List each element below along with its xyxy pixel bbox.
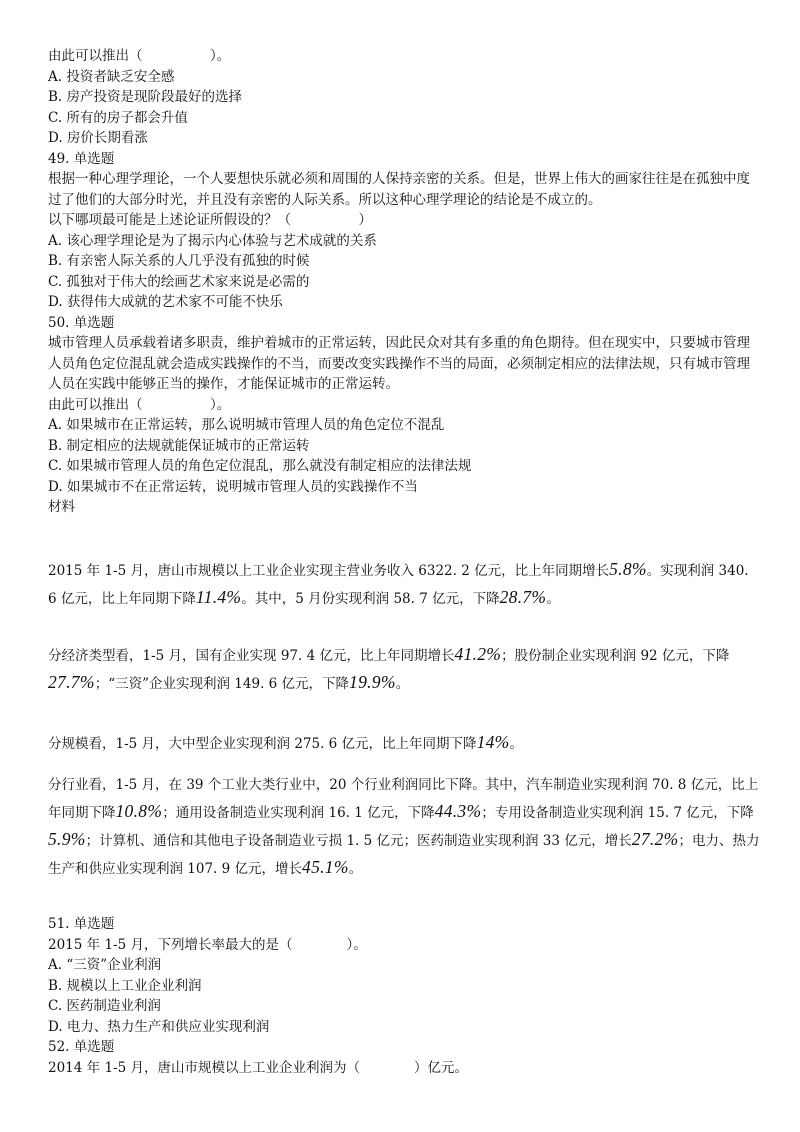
material-label: 材料	[48, 499, 75, 515]
question-type-51: 51. 单选题	[48, 916, 115, 932]
question-passage-49: 根据一种心理学理论，一个人要想快乐就必须和周围的人保持亲密的关系。但是，世界上伟大的画家往往是在孤独中度过了他们的大部分时光，并且没有亲密的人际关系。所以这种心理学理论的结论是不成立的。	[48, 171, 750, 208]
growth-rate-value: 5.8%	[609, 559, 647, 579]
option-a: A. 投资者缺乏安全感	[48, 68, 175, 85]
option-a: A. 该心理学理论是为了揭示内心体验与艺术成就的关系	[48, 232, 377, 249]
material-paragraph-2: 分经济类型看，1-5 月，国有企业实现 97. 4 亿元，比上年同期增长41.2%；股份制企业实现利润 92 亿元，下降27.7%；“三资”企业实现利润 149. 6 亿元，下降19.9%。	[48, 644, 730, 692]
option-d: D. 获得伟大成就的艺术家不可能不快乐	[48, 294, 283, 310]
growth-rate-value: 11.4%	[195, 587, 242, 607]
question-type-49: 49. 单选题	[48, 150, 115, 167]
growth-rate-value: 19.9%	[349, 672, 396, 692]
material-paragraph-4: 分行业看，1-5 月，在 39 个工业大类行业中，20 个行业利润同比下降。其中，汽车制造业实现利润 70. 8 亿元，比上年同期下降10.8%；通用设备制造业实现利润 16. 1 亿元，下降44.3%；专用设备制造业实现利润 15. 7 亿元，下降5.9%；计算机、通信和其他电子设备制造业亏损 1. 5 亿元；医药制造业实现利润 33 亿元，增长27.2%；电力、热力生产和供应业实现利润 107. 9 亿元，增长45.1%。	[48, 777, 760, 877]
growth-rate-value: 44.3%	[434, 801, 482, 821]
growth-rate-value: 14%	[476, 732, 510, 752]
question-stem-50: 由此可以推出（ ）。	[48, 396, 231, 413]
option-a: A. “三资”企业利润	[48, 957, 162, 973]
option-b: B. 规模以上工业企业利润	[48, 977, 202, 994]
option-b: B. 房产投资是现阶段最好的选择	[48, 89, 243, 105]
option-c: C. 医药制造业利润	[48, 998, 161, 1014]
option-a: A. 如果城市在正常运转，那么说明城市管理人员的角色定位不混乱	[48, 417, 445, 433]
question-block-lower	[48, 914, 758, 1078]
material-paragraph-1: 2015 年 1-5 月，唐山市规模以上工业企业实现主营业务收入 6322. 2 亿元，比上年同期增长5.8%。实现利润 340. 6 亿元，比上年同期下降11.4%。其中，5 月份实现利润 58. 7 亿元，下降28.7%。	[48, 559, 749, 607]
growth-rate-value: 10.8%	[115, 801, 163, 821]
option-c: C. 所有的房子都会升值	[48, 109, 188, 126]
growth-rate-value: 5.9%	[48, 829, 86, 849]
option-c: C. 如果城市管理人员的角色定位混乱，那么就没有制定相应的法律法规	[48, 458, 472, 474]
question-block-upper	[48, 46, 758, 518]
option-d: D. 房价长期看涨	[48, 130, 148, 146]
option-c: C. 孤独对于伟大的绘画艺术家来说是必需的	[48, 273, 310, 290]
option-b: B. 有亲密人际关系的人几乎没有孤独的时候	[48, 253, 310, 269]
question-type-52: 52. 单选题	[48, 1039, 115, 1055]
question-stem-49: 以下哪项最可能是上述论证所假设的？（ ）	[48, 212, 372, 228]
growth-rate-value: 27.2%	[631, 829, 679, 849]
question-type-50: 50. 单选题	[48, 314, 115, 331]
growth-rate-value: 45.1%	[302, 857, 349, 877]
question-stem: 由此可以推出（ ）。	[48, 48, 231, 64]
question-stem-52: 2014 年 1-5 月，唐山市规模以上工业企业利润为（ ）亿元。	[48, 1059, 468, 1076]
growth-rate-value: 41.2%	[454, 644, 502, 664]
option-d: D. 如果城市不在正常运转，说明城市管理人员的实践操作不当	[48, 478, 418, 495]
growth-rate-value: 27.7%	[48, 672, 95, 692]
option-b: B. 制定相应的法规就能保证城市的正常运转	[48, 437, 310, 454]
question-passage-50: 城市管理人员承载着诸多职责，维护着城市的正常运转，因此民众对其有多重的角色期待。但在现实中，只要城市管理人员角色定位混乱就会造成实践操作的不当，而要改变实践操作不当的局面，必须制定相应的法律法规，只有城市管理人员在实践中能够正当的操作，才能保证城市的正常运转。	[48, 335, 750, 392]
option-d: D. 电力、热力生产和供应业实现利润	[48, 1018, 270, 1035]
growth-rate-value: 28.7%	[499, 587, 547, 607]
question-stem-51: 2015 年 1-5 月，下列增长率最大的是（ ）。	[48, 936, 367, 953]
material-paragraph-3: 分规模看，1-5 月，大中型企业实现利润 275. 6 亿元，比上年同期下降14%。	[48, 732, 524, 752]
